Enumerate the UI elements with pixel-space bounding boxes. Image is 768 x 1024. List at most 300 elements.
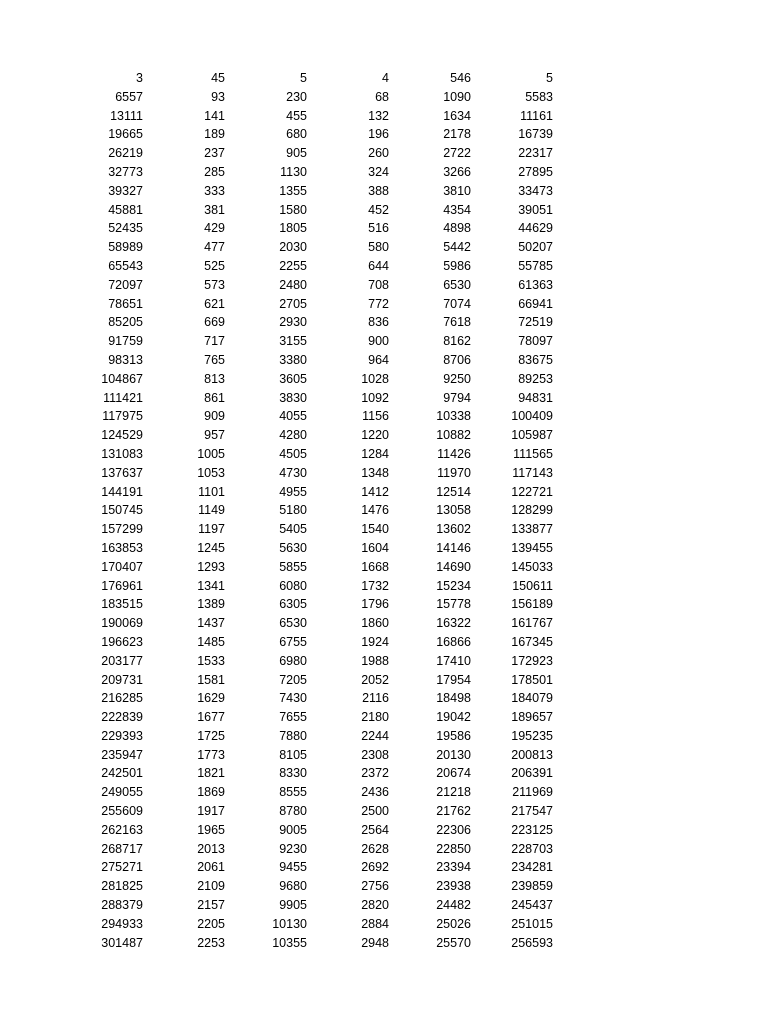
table-row	[62, 238, 554, 257]
table-cell[interactable]: 2109	[197, 879, 225, 894]
table-cell[interactable]: 1805	[279, 221, 307, 236]
table-cell[interactable]: 9250	[443, 371, 471, 386]
table-cell[interactable]: 9455	[279, 860, 307, 875]
table-cell[interactable]: 1540	[361, 522, 389, 537]
table-cell[interactable]: 9005	[279, 822, 307, 837]
table-cell[interactable]: 333	[204, 183, 225, 198]
table-cell[interactable]: 5	[546, 71, 553, 85]
table-cell[interactable]: 172923	[511, 653, 553, 668]
table-cell[interactable]: 455	[286, 108, 307, 123]
table-cell[interactable]: 23394	[436, 860, 471, 875]
table-cell[interactable]: 111565	[513, 446, 553, 461]
table-cell[interactable]: 964	[368, 352, 389, 367]
table-cell[interactable]: 6305	[279, 597, 307, 612]
table-cell[interactable]: 26219	[108, 146, 143, 161]
table-cell[interactable]: 2308	[361, 747, 389, 762]
table-row	[62, 332, 554, 351]
table-cell[interactable]: 1197	[198, 522, 225, 537]
table-row	[62, 764, 554, 783]
table-row	[62, 558, 554, 577]
table-cell[interactable]: 65543	[108, 258, 143, 273]
table-row	[62, 219, 554, 238]
table-cell[interactable]: 144191	[101, 484, 143, 499]
table-cell[interactable]: 12514	[436, 484, 471, 499]
table-cell[interactable]: 23938	[436, 879, 471, 894]
table-row	[62, 539, 554, 558]
table-cell[interactable]: 222839	[101, 710, 143, 725]
table-cell[interactable]: 89253	[518, 371, 553, 386]
table-cell[interactable]: 105987	[511, 428, 553, 443]
table-cell[interactable]: 1581	[197, 672, 225, 687]
table-cell[interactable]: 124529	[101, 428, 143, 443]
table-cell[interactable]: 765	[204, 352, 225, 367]
table-cell[interactable]: 6557	[115, 89, 143, 104]
table-cell[interactable]: 6755	[279, 634, 307, 649]
table-cell[interactable]: 139455	[511, 540, 553, 555]
table-cell[interactable]: 11426	[437, 446, 471, 461]
table-cell[interactable]: 6980	[279, 653, 307, 668]
table-cell[interactable]: 1005	[197, 446, 225, 461]
table-cell[interactable]: 546	[450, 71, 471, 85]
table-cell[interactable]: 27895	[518, 164, 553, 179]
table-cell[interactable]: 183515	[101, 597, 143, 612]
table-cell[interactable]: 294933	[101, 916, 143, 931]
table-cell[interactable]: 234281	[511, 860, 553, 875]
table-cell[interactable]: 1476	[361, 503, 389, 518]
table-cell[interactable]: 18498	[436, 691, 471, 706]
table-cell[interactable]: 5630	[279, 540, 307, 555]
table-cell[interactable]: 131083	[101, 446, 143, 461]
table-cell[interactable]: 281825	[101, 879, 143, 894]
table-cell[interactable]: 211969	[512, 785, 553, 800]
table-cell[interactable]: 132	[368, 108, 389, 123]
table-cell[interactable]: 45	[211, 71, 225, 85]
table-cell[interactable]: 1485	[197, 634, 225, 649]
table-cell[interactable]: 50207	[518, 240, 553, 255]
table-cell[interactable]: 45881	[108, 202, 143, 217]
table-cell[interactable]: 813	[204, 371, 225, 386]
table-cell[interactable]: 1629	[197, 691, 225, 706]
table-cell[interactable]: 2180	[361, 710, 389, 725]
table-cell[interactable]: 5442	[443, 240, 471, 255]
table-cell[interactable]: 25026	[436, 916, 471, 931]
table-cell[interactable]: 14690	[436, 559, 471, 574]
table-cell[interactable]: 39051	[518, 202, 553, 217]
table-cell[interactable]: 2178	[443, 127, 471, 142]
table-cell[interactable]: 72097	[108, 277, 143, 292]
table-cell[interactable]: 229393	[101, 728, 143, 743]
table-cell[interactable]: 3155	[279, 334, 307, 349]
table-cell[interactable]: 275271	[101, 860, 143, 875]
table-cell[interactable]: 324	[368, 164, 389, 179]
table-cell[interactable]: 68	[375, 89, 389, 104]
table-cell[interactable]: 2930	[279, 315, 307, 330]
table-cell[interactable]: 6530	[443, 277, 471, 292]
table-cell[interactable]: 1580	[279, 202, 307, 217]
table-cell[interactable]: 17954	[436, 672, 471, 687]
table-cell[interactable]: 5583	[525, 89, 553, 104]
table-cell[interactable]: 2030	[279, 240, 307, 255]
table-cell[interactable]: 15778	[436, 597, 471, 612]
table-cell[interactable]: 22317	[518, 146, 553, 161]
table-cell[interactable]: 195235	[511, 728, 553, 743]
table-cell[interactable]: 7618	[443, 315, 471, 330]
table-cell[interactable]: 262163	[101, 822, 143, 837]
table-row	[62, 652, 554, 671]
table-cell[interactable]: 217547	[511, 804, 553, 819]
table-cell[interactable]: 237	[204, 146, 225, 161]
table-cell[interactable]: 15234	[436, 578, 471, 593]
table-cell[interactable]: 1101	[198, 484, 225, 499]
table-cell[interactable]: 111421	[103, 390, 143, 405]
table-cell[interactable]: 98313	[108, 352, 143, 367]
table-cell[interactable]: 32773	[108, 164, 143, 179]
table-cell[interactable]: 10338	[436, 409, 471, 424]
table-cell[interactable]: 2244	[361, 728, 389, 743]
table-cell[interactable]: 909	[204, 409, 225, 424]
table-cell[interactable]: 1677	[197, 710, 225, 725]
table-cell[interactable]: 1293	[197, 559, 225, 574]
table-cell[interactable]: 78651	[108, 296, 143, 311]
table-cell[interactable]: 163853	[101, 540, 143, 555]
table-cell[interactable]: 190069	[101, 616, 143, 631]
table-cell[interactable]: 429	[204, 221, 225, 236]
table-cell[interactable]: 1348	[361, 465, 389, 480]
table-cell[interactable]: 1732	[361, 578, 389, 593]
table-cell[interactable]: 2564	[361, 822, 389, 837]
table-cell[interactable]: 1284	[361, 446, 389, 461]
table-cell[interactable]: 33473	[518, 183, 553, 198]
table-cell[interactable]: 905	[286, 146, 307, 161]
table-cell[interactable]: 285	[204, 164, 225, 179]
table-cell[interactable]: 167345	[511, 634, 553, 649]
table-cell[interactable]: 141	[204, 108, 225, 123]
table-cell[interactable]: 2884	[361, 916, 389, 931]
table-cell[interactable]: 25570	[436, 935, 471, 950]
table-cell[interactable]: 4	[382, 71, 389, 85]
table-cell[interactable]: 22850	[436, 841, 471, 856]
table-cell[interactable]: 669	[204, 315, 225, 330]
table-cell[interactable]: 1341	[197, 578, 225, 593]
table-cell[interactable]: 621	[204, 296, 225, 311]
table-cell[interactable]: 22306	[436, 822, 471, 837]
table-cell[interactable]: 230	[286, 89, 307, 104]
table-cell[interactable]: 11970	[437, 465, 471, 480]
table-cell[interactable]: 189	[204, 127, 225, 142]
spreadsheet-sheet	[0, 69, 768, 952]
table-cell[interactable]: 223125	[511, 822, 553, 837]
table-cell[interactable]: 8330	[279, 766, 307, 781]
table-row	[62, 802, 554, 821]
table-cell[interactable]: 1437	[197, 616, 225, 631]
table-cell[interactable]: 85205	[108, 315, 143, 330]
table-cell[interactable]: 1796	[361, 597, 389, 612]
table-row	[62, 858, 554, 877]
table-cell[interactable]: 525	[204, 258, 225, 273]
table-cell[interactable]: 2013	[197, 841, 225, 856]
table-cell[interactable]: 206391	[511, 766, 553, 781]
table-cell[interactable]: 19042	[436, 710, 471, 725]
table-cell[interactable]: 260	[368, 146, 389, 161]
table-cell[interactable]: 8162	[443, 334, 471, 349]
table-cell[interactable]: 196623	[101, 634, 143, 649]
table-cell[interactable]: 8780	[279, 804, 307, 819]
table-cell[interactable]: 9905	[279, 898, 307, 913]
table-cell[interactable]: 83675	[518, 352, 553, 367]
table-cell[interactable]: 4505	[279, 446, 307, 461]
table-cell[interactable]: 3810	[443, 183, 471, 198]
table-row	[62, 614, 554, 633]
table-cell[interactable]: 1604	[361, 540, 389, 555]
table-cell[interactable]: 150611	[512, 578, 553, 593]
table-cell[interactable]: 16739	[518, 127, 553, 142]
table-cell[interactable]: 251015	[511, 916, 553, 931]
table-cell[interactable]: 2948	[361, 935, 389, 950]
table-cell[interactable]: 580	[368, 240, 389, 255]
table-cell[interactable]: 1092	[361, 390, 389, 405]
table-cell[interactable]: 1130	[280, 164, 307, 179]
table-row	[62, 389, 554, 408]
table-cell[interactable]: 2052	[361, 672, 389, 687]
table-cell[interactable]: 117143	[512, 465, 553, 480]
table-cell[interactable]: 52435	[108, 221, 143, 236]
table-cell[interactable]: 7430	[279, 691, 307, 706]
table-cell[interactable]: 157299	[101, 522, 143, 537]
table-cell[interactable]: 245437	[511, 898, 553, 913]
table-cell[interactable]: 21762	[436, 804, 471, 819]
table-cell[interactable]: 836	[368, 315, 389, 330]
table-cell[interactable]: 1860	[361, 616, 389, 631]
table-cell[interactable]: 256593	[511, 935, 553, 950]
table-cell[interactable]: 2692	[361, 860, 389, 875]
table-cell[interactable]: 1533	[197, 653, 225, 668]
table-cell[interactable]: 196	[368, 127, 389, 142]
table-cell[interactable]: 3266	[443, 164, 471, 179]
table-cell[interactable]: 772	[368, 296, 389, 311]
table-cell[interactable]: 184079	[511, 691, 553, 706]
table-cell[interactable]: 4280	[279, 428, 307, 443]
table-cell[interactable]: 117975	[102, 409, 143, 424]
table-cell[interactable]: 6530	[279, 616, 307, 631]
table-cell[interactable]: 19665	[108, 127, 143, 142]
table-cell[interactable]: 7074	[443, 296, 471, 311]
table-cell[interactable]: 24482	[436, 898, 471, 913]
table-cell[interactable]: 7880	[279, 728, 307, 743]
table-cell[interactable]: 16866	[436, 634, 471, 649]
table-cell[interactable]: 8706	[443, 352, 471, 367]
table-cell[interactable]: 239859	[511, 879, 553, 894]
table-cell[interactable]: 9794	[443, 390, 471, 405]
table-cell[interactable]: 1634	[443, 108, 471, 123]
table-cell[interactable]: 2480	[279, 277, 307, 292]
table-cell[interactable]: 19586	[436, 728, 471, 743]
table-cell[interactable]: 268717	[101, 841, 143, 856]
table-cell[interactable]: 20674	[436, 766, 471, 781]
table-cell[interactable]: 10355	[272, 935, 307, 950]
table-cell[interactable]: 61363	[518, 277, 553, 292]
table-cell[interactable]: 93	[211, 89, 225, 104]
table-cell[interactable]: 708	[368, 277, 389, 292]
table-cell[interactable]: 2116	[362, 691, 389, 706]
table-row	[62, 595, 554, 614]
table-cell[interactable]: 717	[204, 334, 225, 349]
data-table-body	[62, 69, 554, 952]
table-cell[interactable]: 176961	[101, 578, 143, 593]
table-row	[62, 88, 554, 107]
table-cell[interactable]: 957	[204, 428, 225, 443]
table-cell[interactable]: 301487	[101, 935, 143, 950]
table-cell[interactable]: 3605	[279, 371, 307, 386]
table-cell[interactable]: 452	[368, 202, 389, 217]
table-cell[interactable]: 14146	[436, 540, 471, 555]
table-cell[interactable]: 189657	[511, 710, 553, 725]
table-cell[interactable]: 156189	[511, 597, 553, 612]
table-cell[interactable]: 104867	[101, 371, 143, 386]
table-cell[interactable]: 1156	[362, 409, 389, 424]
table-cell[interactable]: 203177	[101, 653, 143, 668]
table-cell[interactable]: 9230	[279, 841, 307, 856]
table-cell[interactable]: 1220	[361, 428, 389, 443]
table-cell[interactable]: 137637	[101, 465, 143, 480]
table-cell[interactable]: 1924	[361, 634, 389, 649]
table-cell[interactable]: 145033	[511, 559, 553, 574]
table-cell[interactable]: 17410	[436, 653, 471, 668]
table-cell[interactable]: 11161	[520, 108, 553, 123]
table-cell[interactable]: 516	[368, 221, 389, 236]
table-cell[interactable]: 20130	[436, 747, 471, 762]
table-cell[interactable]: 209731	[101, 672, 143, 687]
table-cell[interactable]: 2157	[197, 898, 225, 913]
table-cell[interactable]: 4354	[443, 202, 471, 217]
table-cell[interactable]: 39327	[108, 183, 143, 198]
table-cell[interactable]: 2061	[197, 860, 225, 875]
table-cell[interactable]: 55785	[518, 258, 553, 273]
table-cell[interactable]: 122721	[511, 484, 553, 499]
table-cell[interactable]: 78097	[518, 334, 553, 349]
table-cell[interactable]: 477	[204, 240, 225, 255]
table-cell[interactable]: 228703	[511, 841, 553, 856]
table-cell[interactable]: 94831	[518, 390, 553, 405]
table-cell[interactable]: 1245	[197, 540, 225, 555]
table-cell[interactable]: 1090	[443, 89, 471, 104]
table-cell[interactable]: 1988	[361, 653, 389, 668]
table-cell[interactable]: 1965	[197, 822, 225, 837]
table-cell[interactable]: 388	[368, 183, 389, 198]
table-cell[interactable]: 1821	[197, 766, 225, 781]
table-cell[interactable]: 2253	[197, 935, 225, 950]
table-cell[interactable]: 6080	[279, 578, 307, 593]
table-cell[interactable]: 44629	[518, 221, 553, 236]
table-cell[interactable]: 255609	[101, 804, 143, 819]
table-cell[interactable]: 1028	[361, 371, 389, 386]
table-cell[interactable]: 2255	[279, 258, 307, 273]
table-cell[interactable]: 680	[286, 127, 307, 142]
table-cell[interactable]: 4955	[279, 484, 307, 499]
table-cell[interactable]: 178501	[511, 672, 553, 687]
table-cell[interactable]: 66941	[518, 296, 553, 311]
table-cell[interactable]: 1869	[197, 785, 225, 800]
table-cell[interactable]: 16322	[436, 616, 471, 631]
table-row	[62, 464, 554, 483]
table-cell[interactable]: 100409	[511, 409, 553, 424]
table-cell[interactable]: 235947	[101, 747, 143, 762]
table-row	[62, 276, 554, 295]
table-cell[interactable]: 1412	[361, 484, 389, 499]
table-cell[interactable]: 5180	[279, 503, 307, 518]
table-cell[interactable]: 13058	[436, 503, 471, 518]
table-cell[interactable]: 4898	[443, 221, 471, 236]
table-cell[interactable]: 3380	[279, 352, 307, 367]
table-cell[interactable]: 2628	[361, 841, 389, 856]
table-cell[interactable]: 91759	[108, 334, 143, 349]
table-cell[interactable]: 58989	[108, 240, 143, 255]
table-cell[interactable]: 1389	[197, 597, 225, 612]
table-cell[interactable]: 861	[204, 390, 225, 405]
table-cell[interactable]: 1355	[279, 183, 307, 198]
table-cell[interactable]: 9680	[279, 879, 307, 894]
table-cell[interactable]: 1149	[198, 503, 225, 518]
table-cell[interactable]: 7205	[279, 672, 307, 687]
table-cell[interactable]: 3	[136, 71, 143, 85]
table-cell[interactable]: 242501	[101, 766, 143, 781]
table-cell[interactable]: 161767	[511, 616, 553, 631]
table-cell[interactable]: 2500	[361, 804, 389, 819]
table-cell[interactable]: 8105	[279, 747, 307, 762]
table-cell[interactable]: 13602	[436, 522, 471, 537]
table-cell[interactable]: 2705	[279, 296, 307, 311]
table-cell[interactable]: 10882	[436, 428, 471, 443]
table-cell[interactable]: 249055	[101, 785, 143, 800]
table-cell[interactable]: 2722	[443, 146, 471, 161]
table-cell[interactable]: 133877	[511, 522, 553, 537]
table-cell[interactable]: 2372	[361, 766, 389, 781]
table-cell[interactable]: 5405	[279, 522, 307, 537]
table-cell[interactable]: 1053	[197, 465, 225, 480]
table-cell[interactable]: 5	[300, 71, 307, 85]
table-cell[interactable]: 216285	[101, 691, 143, 706]
table-cell[interactable]: 2756	[361, 879, 389, 894]
table-cell[interactable]: 8555	[279, 785, 307, 800]
table-cell[interactable]: 1917	[197, 804, 225, 819]
table-cell[interactable]: 4730	[279, 465, 307, 480]
table-cell[interactable]: 13111	[110, 108, 143, 123]
table-cell[interactable]: 1668	[361, 559, 389, 574]
table-cell[interactable]: 4055	[279, 409, 307, 424]
table-cell[interactable]: 573	[204, 277, 225, 292]
table-cell[interactable]: 1773	[197, 747, 225, 762]
table-cell[interactable]: 5986	[443, 258, 471, 273]
table-cell[interactable]: 170407	[101, 559, 143, 574]
table-cell[interactable]: 288379	[101, 898, 143, 913]
table-cell[interactable]: 644	[368, 258, 389, 273]
table-row	[62, 313, 554, 332]
table-cell[interactable]: 2205	[197, 916, 225, 931]
table-cell[interactable]: 381	[204, 202, 225, 217]
table-cell[interactable]: 5855	[279, 559, 307, 574]
table-cell[interactable]: 128299	[511, 503, 553, 518]
table-cell[interactable]: 72519	[518, 315, 553, 330]
table-cell[interactable]: 200813	[511, 747, 553, 762]
table-cell[interactable]: 2436	[361, 785, 389, 800]
table-cell[interactable]: 21218	[436, 785, 471, 800]
table-cell[interactable]: 1725	[197, 728, 225, 743]
table-cell[interactable]: 150745	[101, 503, 143, 518]
table-cell[interactable]: 900	[368, 334, 389, 349]
table-cell[interactable]: 2820	[361, 898, 389, 913]
table-cell[interactable]: 10130	[272, 916, 307, 931]
table-cell[interactable]: 7655	[279, 710, 307, 725]
table-cell[interactable]: 3830	[279, 390, 307, 405]
